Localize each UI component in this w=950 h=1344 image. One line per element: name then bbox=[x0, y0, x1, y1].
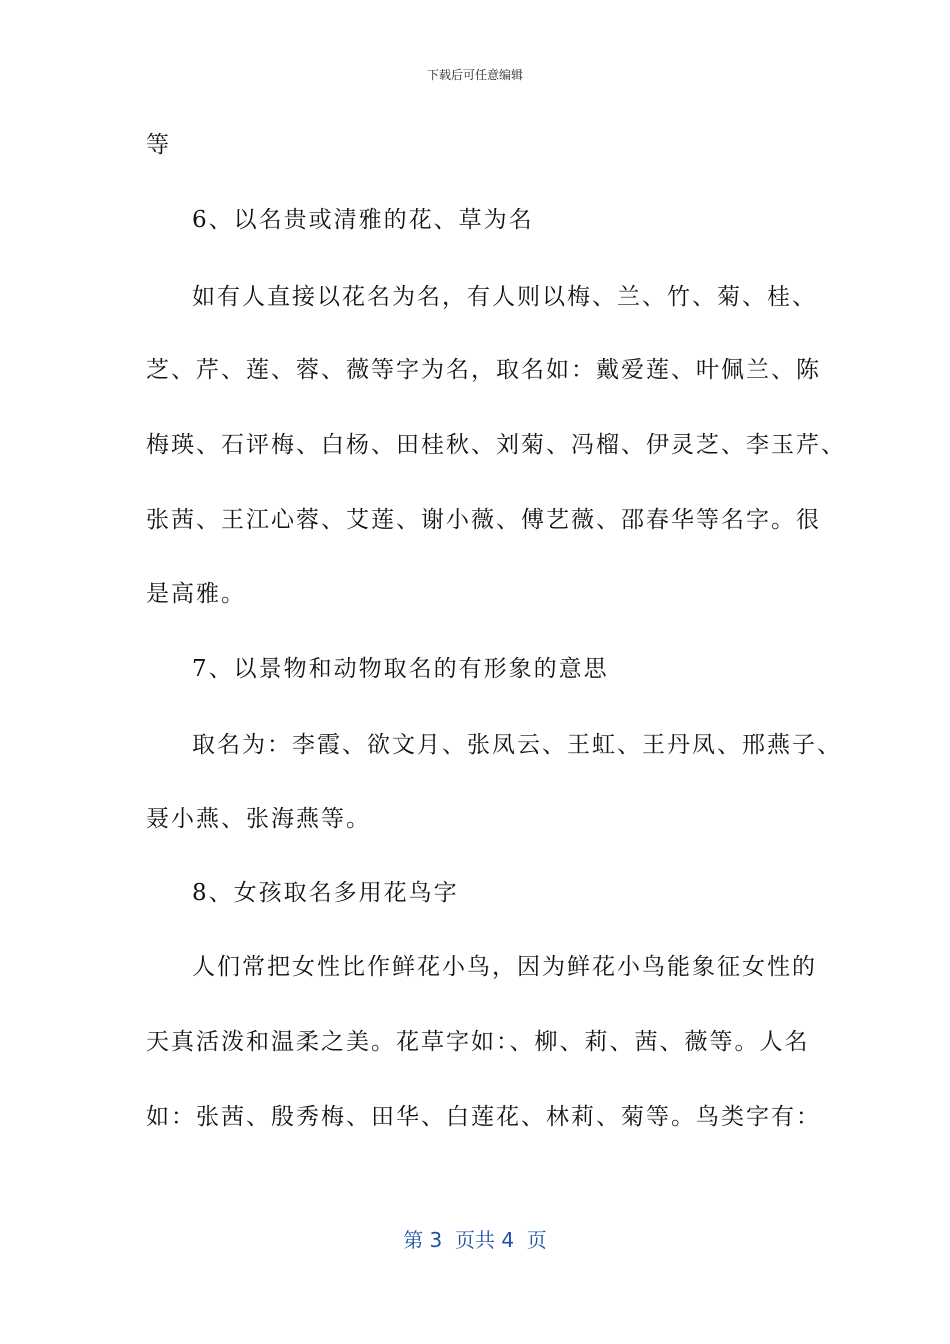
paragraph-line: 取名为：李霞、欲文月、张凤云、王虹、王丹凤、邢燕子、 bbox=[192, 732, 842, 758]
paragraph-line: 如：张茜、殷秀梅、田华、白莲花、林莉、菊等。鸟类字有： bbox=[146, 1104, 821, 1130]
page-number-footer: 第 3 页共 4 页 bbox=[403, 1228, 547, 1252]
paragraph-line: 聂小燕、张海燕等。 bbox=[146, 806, 371, 832]
paragraph-line: 张茜、王江心蓉、艾莲、谢小薇、傅艺薇、邵春华等名字。很 bbox=[146, 507, 821, 533]
section-heading-8: 8、女孩取名多用花鸟字 bbox=[192, 880, 459, 906]
page-header: 下载后可任意编辑 bbox=[426, 68, 523, 82]
paragraph-line: 如有人直接以花名为名，有人则以梅、兰、竹、菊、桂、 bbox=[192, 284, 817, 310]
paragraph-line: 是高雅。 bbox=[146, 581, 246, 607]
paragraph-line: 人们常把女性比作鲜花小鸟，因为鲜花小鸟能象征女性的 bbox=[192, 954, 817, 980]
section-heading-7: 7、以景物和动物取名的有形象的意思 bbox=[192, 656, 609, 682]
paragraph-line: 等 bbox=[146, 132, 171, 158]
section-heading-6: 6、以名贵或清雅的花、草为名 bbox=[192, 207, 534, 233]
paragraph-line: 天真活泼和温柔之美。花草字如：、柳、莉、茜、薇等。人名 bbox=[146, 1029, 810, 1055]
paragraph-line: 梅瑛、石评梅、白杨、田桂秋、刘菊、冯榴、伊灵芝、李玉芹、 bbox=[146, 432, 846, 458]
paragraph-line: 芝、芹、莲、蓉、薇等字为名，取名如：戴爱莲、叶佩兰、陈 bbox=[146, 357, 821, 383]
